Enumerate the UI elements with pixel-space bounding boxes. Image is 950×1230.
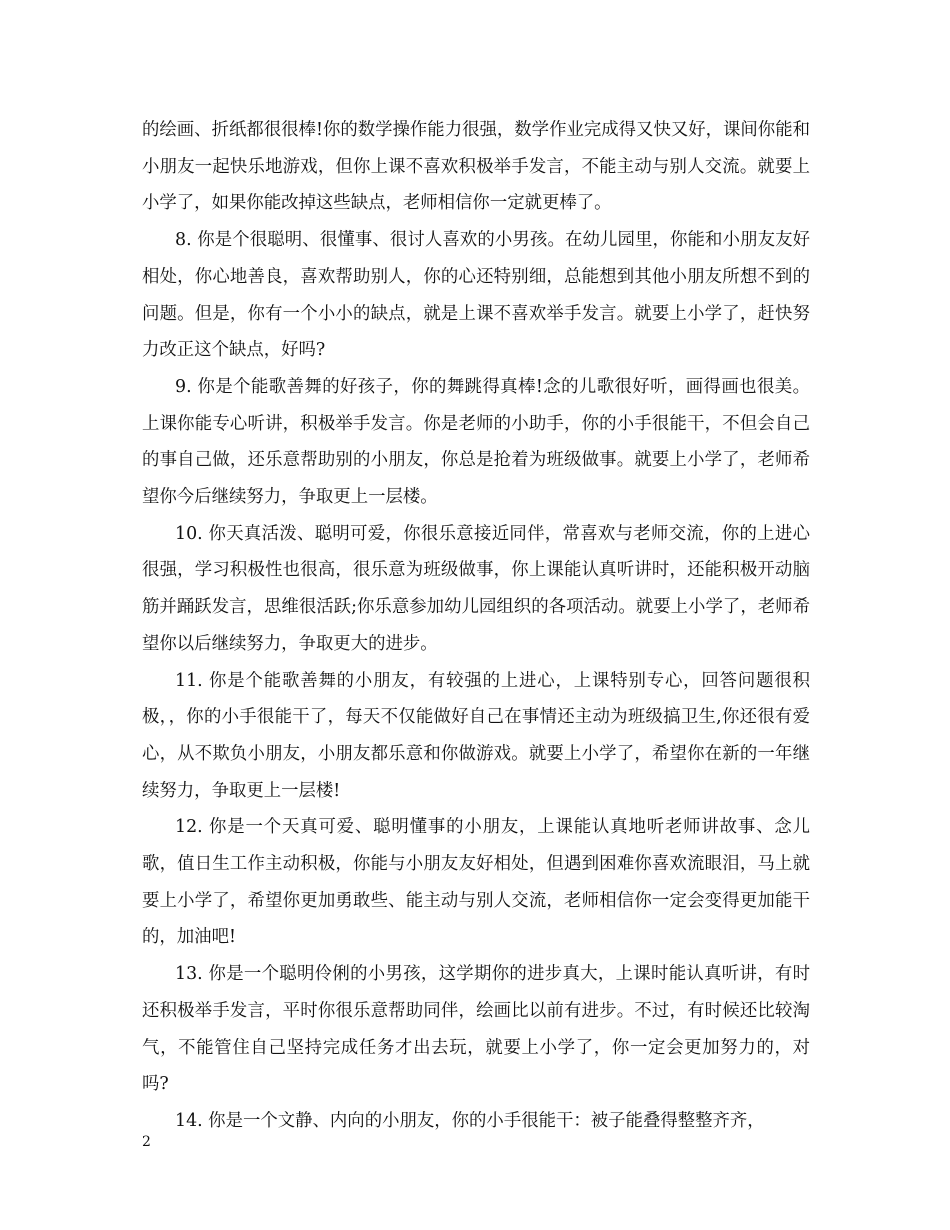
document-body: [142, 112, 810, 1140]
paragraph-item-11: 11. 你是个能歌善舞的小朋友，有较强的上进心，上课特别专心，回答问题很积极，，你的小手很能干了，每天不仅能做好自己在事情还主动为班级搞卫生,你还很有爱心，从不欺负小朋友，小朋友都乐意和你做游戏。就要上小学了，希望你在新的一年继续努力，争取更上一层楼!: [142, 670, 810, 801]
paragraph-item-9: 9. 你是个能歌善舞的好孩子，你的舞跳得真棒!念的儿歌很好听，画得画也很美。上课你能专心听讲，积极举手发言。你是老师的小助手，你的小手很能干，不但会自己的事自己做，还乐意帮助别的小朋友，你总是抢着为班级做事。就要上小学了，老师希望你今后继续努力，争取更上一层楼。: [142, 376, 810, 508]
paragraph-item-8: 8. 你是个很聪明、很懂事、很讨人喜欢的小男孩。在幼儿园里，你能和小朋友友好相处，你心地善良，喜欢帮助别人，你的心还特别细，总能想到其他小朋友所想不到的问题。但是，你有一个小小的缺点，就是上课不喜欢举手发言。就要上小学了，赶快努力改正这个缺点，好吗?: [142, 230, 810, 361]
paragraph-item-14: 14. 你是一个文静、内向的小朋友，你的小手很能干：被子能叠得整整齐齐，: [175, 1110, 765, 1131]
paragraph-continuation: 的绘画、折纸都很很棒!你的数学操作能力很强，数学作业完成得又快又好，课间你能和小朋友一起快乐地游戏，但你上课不喜欢积极举手发言，不能主动与别人交流。就要上小学了，如果你能改掉这些缺点，老师相信你一定就更棒了。: [142, 120, 810, 214]
paragraph-item-12: 12. 你是一个天真可爱、聪明懂事的小朋友，上课能认真地听老师讲故事、念儿歌，值日生工作主动积极，你能与小朋友友好相处，但遇到困难你喜欢流眼泪，马上就要上小学了，希望你更加勇敢些、能主动与别人交流，老师相信你一定会变得更加能干的，加油吧!: [142, 817, 810, 948]
page-number: 2: [142, 1134, 151, 1150]
paragraph-item-13: 13. 你是一个聪明伶俐的小男孩，这学期你的进步真大，上课时能认真听讲，有时还积极举手发言，平时你很乐意帮助同伴，绘画比以前有进步。不过，有时候还比较淘气，不能管住自己坚持完成任务才出去玩，就要上小学了，你一定会更加努力的，对吗?: [142, 964, 810, 1095]
paragraph-item-10: 10. 你天真活泼、聪明可爱，你很乐意接近同伴，常喜欢与老师交流，你的上进心很强，学习积极性也很高，很乐意为班级做事，你上课能认真听讲时，还能积极开动脑筋并踊跃发言，思维很活跃;你乐意参加幼儿园组织的各项活动。就要上小学了，老师希望你以后继续努力，争取更大的进步。: [142, 523, 810, 654]
